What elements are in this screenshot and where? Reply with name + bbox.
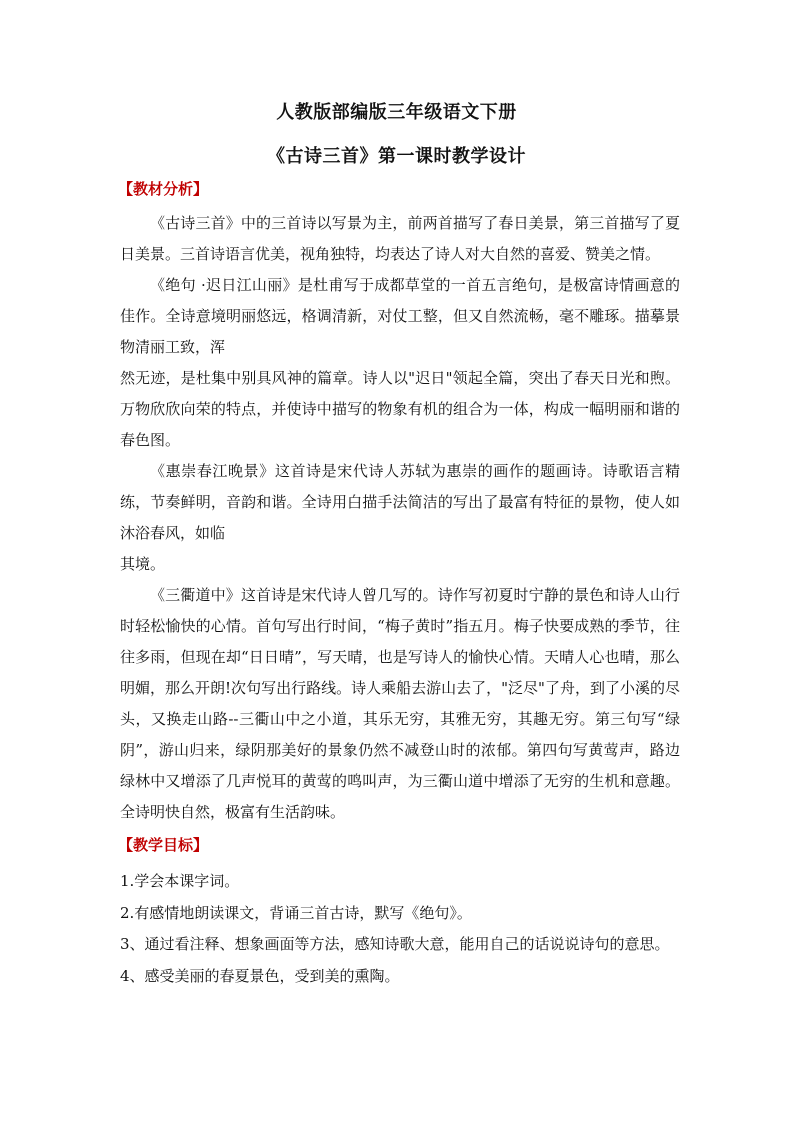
paragraph-huichong-part1: 《惠崇春江晚景》这首诗是宋代诗人苏轼为惠崇的画作的题画诗。诗歌语言精练，节奏鲜明，音韵和谐。全诗用白描手法简洁的写出了最富有特征的景物，使人如沐浴春风，如临 xyxy=(120,462,680,542)
paragraph-jueju-part2: 然无迹，是杜集中别具风神的篇章。诗人以"迟日"领起全篇，突出了春天日光和煦。万物欣欣向荣的特点，并使诗中描写的物象有机的组合为一体，构成一幅明丽和谐的春色图。 xyxy=(120,369,680,449)
goal-item: 4、感受美丽的春夏景色，受到美的熏陶。 xyxy=(120,966,400,985)
textbook-analysis-body xyxy=(120,208,680,828)
paragraph-jueju-part1: 《绝句 ·迟日江山丽》是杜甫写于成都草堂的一首五言绝句，是极富诗情画意的佳作。全诗意境明丽悠远，格调清新，对仗工整，但又自然流畅，毫不雕琢。描摹景物清丽工致，浑 xyxy=(120,276,680,356)
paragraph-huichong-part2: 其境。 xyxy=(120,555,166,573)
teaching-goals-list xyxy=(120,866,680,992)
document-title: 人教版部编版三年级语文下册 xyxy=(276,102,517,123)
document-subtitle: 《古诗三首》第一课时教学设计 xyxy=(267,146,526,167)
goal-item: 2.有感情地朗读课文，背诵三首古诗，默写《绝句》。 xyxy=(120,903,472,922)
paragraph-overview: 《古诗三首》中的三首诗以写景为主，前两首描写了春日美景，第三首描写了夏日美景。三首诗语言优美，视角独特，均表达了诗人对大自然的喜爱、赞美之情。 xyxy=(120,214,680,263)
paragraph-sanqu: 《三衢道中》这首诗是宋代诗人曾几写的。诗作写初夏时宁静的景色和诗人山行时轻松愉快的心情。首句写出行时间，“梅子黄时”指五月。梅子快要成熟的季节，往往多雨，但现在却“日日晴”，写天晴，也是写诗人的愉快心情。天晴人心也晴，那么明媚，那么开朗!次句写出行路线。诗人乘船去游山去了，"泛尽"了舟，到了小溪的尽头，又换走山路--三衢山中之小道，其乐无穷，其雅无穷，其趣无穷。第三句写“绿阴”，游山归来，绿阴那美好的景象仍然不减登山时的浓郁。第四句写黄莺声，路边绿林中又增添了几声悦耳的黄莺的鸣叫声，为三衢山道中增添了无穷的生机和意趣。全诗明快自然，极富有生活韵味。 xyxy=(120,586,680,821)
goal-item: 3、通过看注释、想象画面等方法，感知诗歌大意，能用自己的话说说诗句的意思。 xyxy=(120,935,670,953)
section-heading-teaching-goals: 【教学目标】 xyxy=(118,836,209,854)
section-heading-textbook-analysis: 【教材分析】 xyxy=(118,180,209,198)
goal-item: 1.学会本课字词。 xyxy=(120,872,240,890)
